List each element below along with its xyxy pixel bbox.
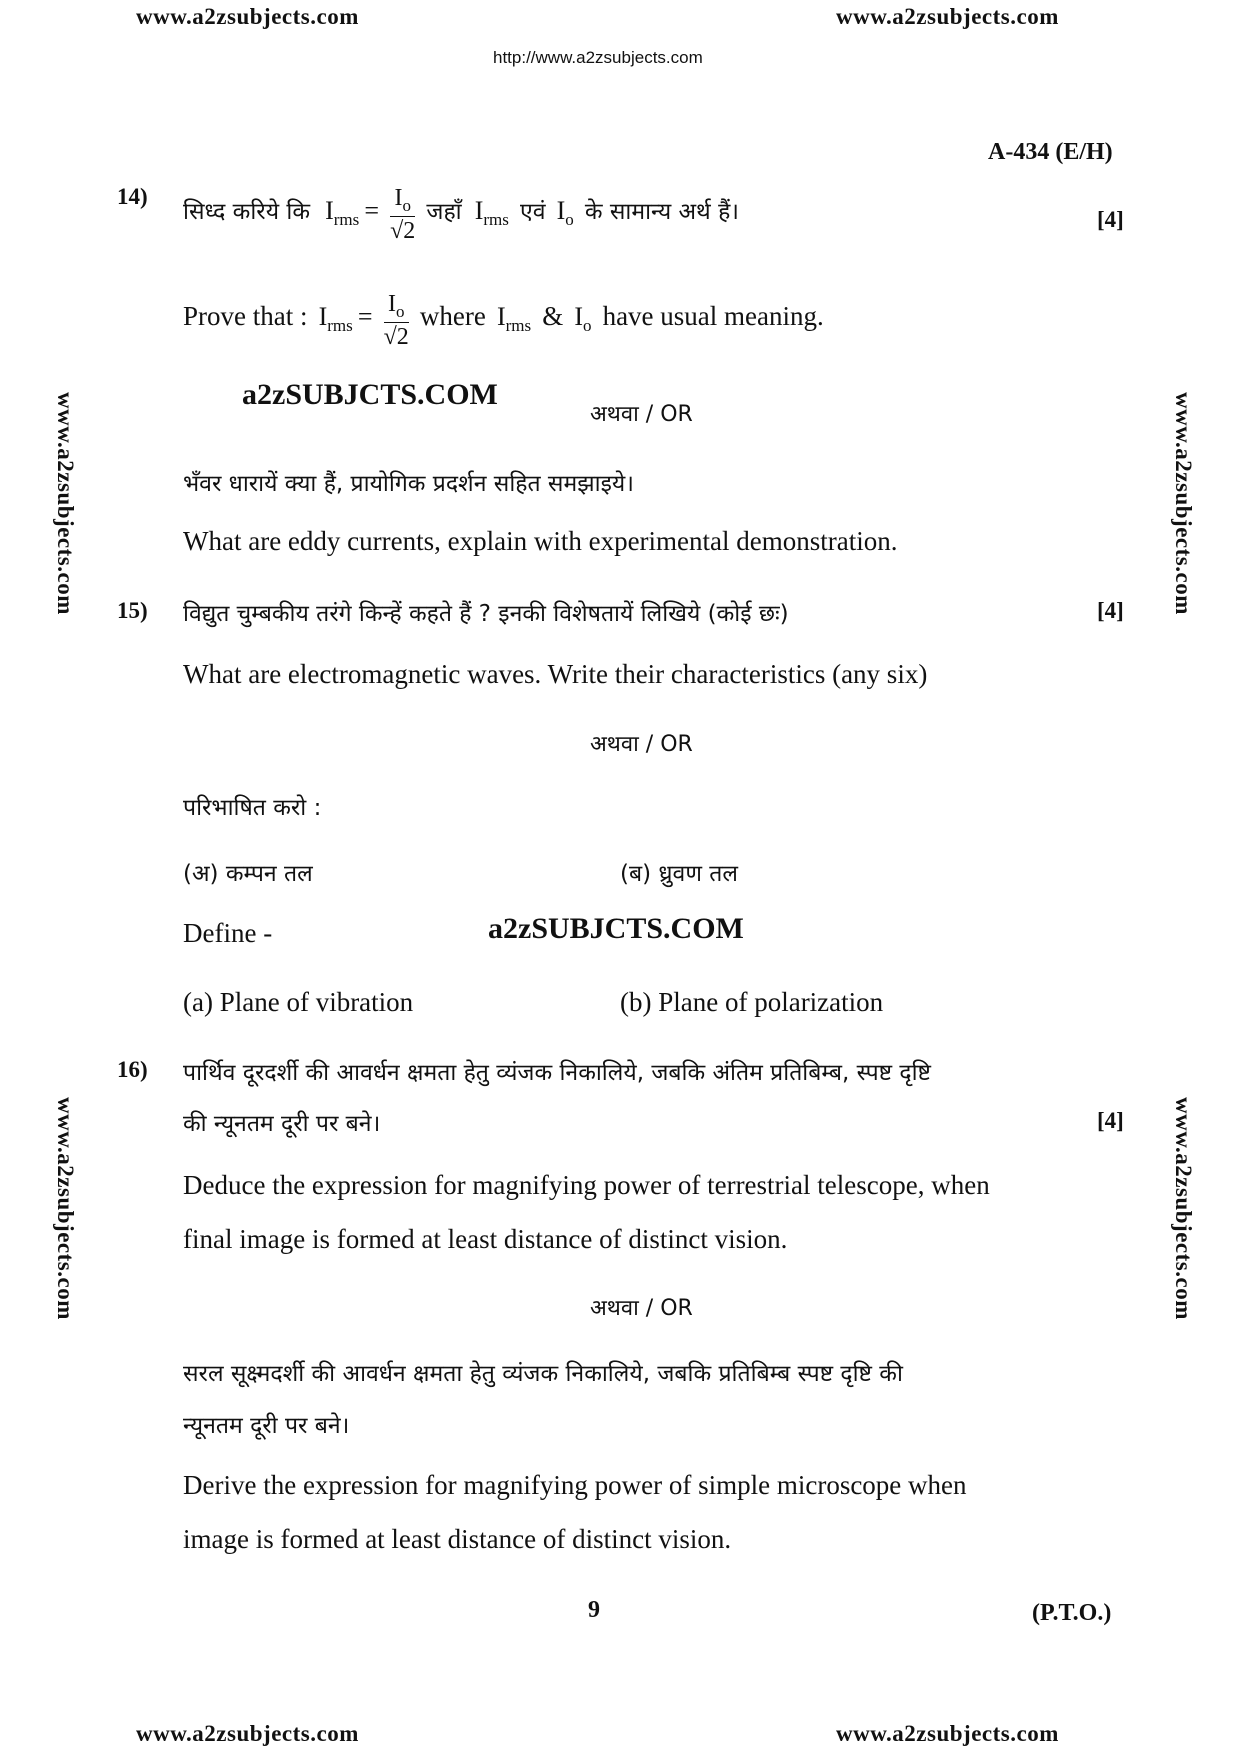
side-watermark-right-top: www.a2zsubjects.com <box>1171 392 1196 615</box>
q14-hi-fraction: $\frac{I_o}{√2}$ <box>390 185 416 244</box>
pto-label: (P.T.O.) <box>1032 1600 1112 1626</box>
q14-hi-io: $I_o$ <box>556 196 574 229</box>
q14-en-fraction: $\frac{I_o}{√2}$ <box>383 291 409 350</box>
q16-alt-hindi-line2: न्यूनतम दूरी पर बने। <box>183 1413 350 1439</box>
question-16-english-line2: final image is formed at least distance of distinct vision. <box>183 1224 788 1254</box>
q14-en-prefix: Prove that : <box>183 301 308 331</box>
question-16-english-line1: Deduce the expression for magnifying power of terrestrial telescope, when <box>183 1170 990 1200</box>
q14-en-where: where <box>419 301 486 331</box>
q14-en-irms-2: $I_{rms}$ <box>496 302 532 335</box>
q14-en-and: & <box>542 301 564 331</box>
footer-watermark-right: www.a2zsubjects.com <box>836 1721 1059 1746</box>
q15-alt-hindi: परिभाषित करो : <box>183 795 322 821</box>
q14-alt-hindi: भँवर धारायें क्या हैं, प्रायोगिक प्रदर्शन सहित समझाइये। <box>183 471 634 497</box>
question-15-marks: [4] <box>1097 598 1124 623</box>
q14-hi-equals: = <box>364 196 380 225</box>
question-16-hindi-line2: की न्यूनतम दूरी पर बने। <box>183 1111 381 1137</box>
q15-define-label: Define - <box>183 918 273 948</box>
q14-en-irms: $I_{rms}$ <box>318 302 353 335</box>
side-watermark-left-bottom: www.a2zsubjects.com <box>53 1097 78 1320</box>
question-14-marks: [4] <box>1097 207 1124 232</box>
question-14-english <box>183 292 824 349</box>
q14-en-io: $I_o$ <box>574 302 592 335</box>
q16-alt-english-line1: Derive the expression for magnifying power of simple microscope when <box>183 1470 967 1500</box>
q14-hi-irms: $I_{rms}$ <box>325 196 360 229</box>
q15-or-divider: अथवा / OR <box>590 732 693 757</box>
paper-code: A-434 (E/H) <box>988 139 1113 165</box>
q14-hi-where: जहाँ <box>426 199 462 225</box>
brand-watermark-1: a2zSUBJCTS.COM <box>242 378 498 411</box>
question-16-marks: [4] <box>1097 1108 1124 1133</box>
q15-alt-english-a: (a) Plane of vibration <box>183 987 414 1017</box>
q15-alt-hindi-b: (ब) ध्रुवण तल <box>620 861 738 887</box>
side-watermark-left-top: www.a2zsubjects.com <box>53 392 78 615</box>
question-16-hindi-line1: पार्थिव दूरदर्शी की आवर्धन क्षमता हेतु व्यंजक निकालिये, जबकि अंतिम प्रतिबिम्ब, स्पष्ट दृष्टि <box>183 1060 931 1086</box>
q14-alt-english: What are eddy currents, explain with experimental demonstration. <box>183 526 898 556</box>
question-15-hindi: विद्युत चुम्बकीय तरंगे किन्हें कहते हैं ? इनकी विशेषतायें लिखिये (कोई छः) <box>183 601 789 627</box>
footer-watermark-left: www.a2zsubjects.com <box>136 1721 359 1746</box>
question-14-hindi <box>183 186 739 243</box>
question-15-number: 15) <box>117 598 148 623</box>
question-16-number: 16) <box>117 1057 148 1082</box>
header-watermark-right: www.a2zsubjects.com <box>836 4 1059 29</box>
q14-hi-suffix: के सामान्य अर्थ हैं। <box>584 199 739 225</box>
page-number: 9 <box>588 1597 600 1623</box>
q16-alt-english-line2: image is formed at least distance of distinct vision. <box>183 1524 732 1554</box>
q14-en-suffix: have usual meaning. <box>602 301 824 331</box>
header-watermark-left: www.a2zsubjects.com <box>136 4 359 29</box>
header-url: http://www.a2zsubjects.com <box>493 48 703 67</box>
q14-en-equals: = <box>357 302 373 331</box>
q14-hi-and: एवं <box>519 199 546 225</box>
question-15-english: What are electromagnetic waves. Write their characteristics (any six) <box>183 659 928 689</box>
q16-or-divider: अथवा / OR <box>590 1296 693 1321</box>
brand-watermark-2: a2zSUBJCTS.COM <box>488 912 744 945</box>
q14-hi-irms-2: $I_{rms}$ <box>474 196 509 229</box>
question-14-number: 14) <box>117 184 148 209</box>
q14-hi-prefix: सिध्द करिये कि <box>183 199 310 225</box>
q16-alt-hindi-line1: सरल सूक्ष्मदर्शी की आवर्धन क्षमता हेतु व्यंजक निकालिये, जबकि प्रतिबिम्ब स्पष्ट दृष्टि की <box>183 1361 903 1387</box>
side-watermark-right-bottom: www.a2zsubjects.com <box>1171 1097 1196 1320</box>
q14-or-divider: अथवा / OR <box>590 402 693 427</box>
q15-alt-english-b: (b) Plane of polarization <box>620 987 884 1017</box>
q15-alt-hindi-a: (अ) कम्पन तल <box>183 861 313 887</box>
